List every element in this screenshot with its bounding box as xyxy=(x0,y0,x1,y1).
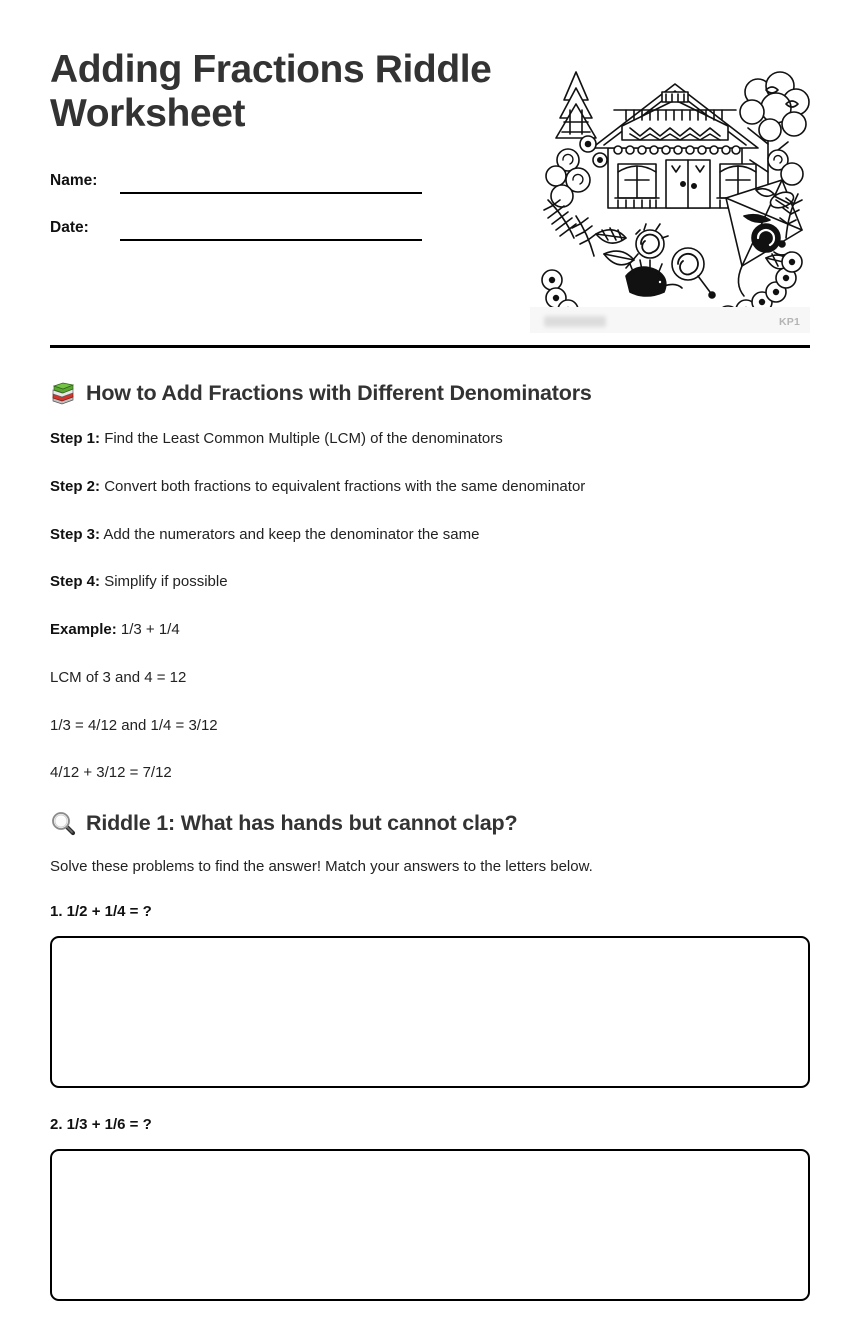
date-field-row xyxy=(50,219,450,266)
step-label: Step 1: xyxy=(50,430,101,447)
date-field-label: Date: xyxy=(50,219,89,237)
step-label: Step 4: xyxy=(50,573,101,591)
books-icon xyxy=(50,380,76,406)
name-input[interactable] xyxy=(120,172,422,194)
answer-box[interactable] xyxy=(50,936,810,1088)
step-text: Simplify if possible xyxy=(104,573,228,591)
name-field-label: Name: xyxy=(50,172,98,190)
step-text: Convert both fractions to equivalent fractions with the same denominator xyxy=(104,477,586,495)
step-item xyxy=(50,476,810,498)
name-field-row xyxy=(50,172,450,219)
step-item xyxy=(50,524,810,546)
example-label: Example: xyxy=(50,621,117,638)
header-illustration xyxy=(530,48,810,333)
header-divider xyxy=(50,345,810,348)
riddle-intro: Solve these problems to find the answer! Match your answers to the letters below. xyxy=(50,858,593,875)
step-text: Add the numerators and keep the denominator the same xyxy=(103,525,480,543)
step-item xyxy=(50,428,810,450)
illustration-watermark xyxy=(544,316,606,327)
step-label: Step 3: xyxy=(50,525,101,543)
step-text: Find the Least Common Multiple (LCM) of the denominators xyxy=(104,430,503,447)
example-item: 1/3 = 4/12 and 1/4 = 3/12 xyxy=(50,716,218,734)
magnifying-glass-icon xyxy=(50,810,76,836)
date-input[interactable] xyxy=(120,219,422,241)
riddle-heading xyxy=(50,810,810,836)
problem-label: 1. 1/2 + 1/4 = ? xyxy=(50,903,152,920)
house-garden-line-art-icon xyxy=(530,48,810,333)
riddle-heading-text: Riddle 1: What has hands but cannot clap? xyxy=(86,810,518,835)
student-fields xyxy=(50,172,450,266)
instructions-heading-text: How to Add Fractions with Different Denominators xyxy=(86,380,592,405)
step-item xyxy=(50,571,810,593)
riddle-section xyxy=(50,810,810,1301)
step-label: Step 2: xyxy=(50,477,101,495)
example-item: 4/12 + 3/12 = 7/12 xyxy=(50,764,172,782)
example-item: LCM of 3 and 4 = 12 xyxy=(50,668,187,686)
problem-label: 2. 1/3 + 1/6 = ? xyxy=(50,1116,152,1133)
answer-box[interactable] xyxy=(50,1149,810,1301)
example-expression: 1/3 + 1/4 xyxy=(120,621,180,638)
illustration-corner-tag: KP1 xyxy=(778,316,800,328)
instructions-heading xyxy=(50,380,810,406)
example-item xyxy=(50,619,810,641)
page-title: Adding Fractions Riddle Worksheet xyxy=(50,48,492,136)
worksheet-content xyxy=(0,380,860,1329)
